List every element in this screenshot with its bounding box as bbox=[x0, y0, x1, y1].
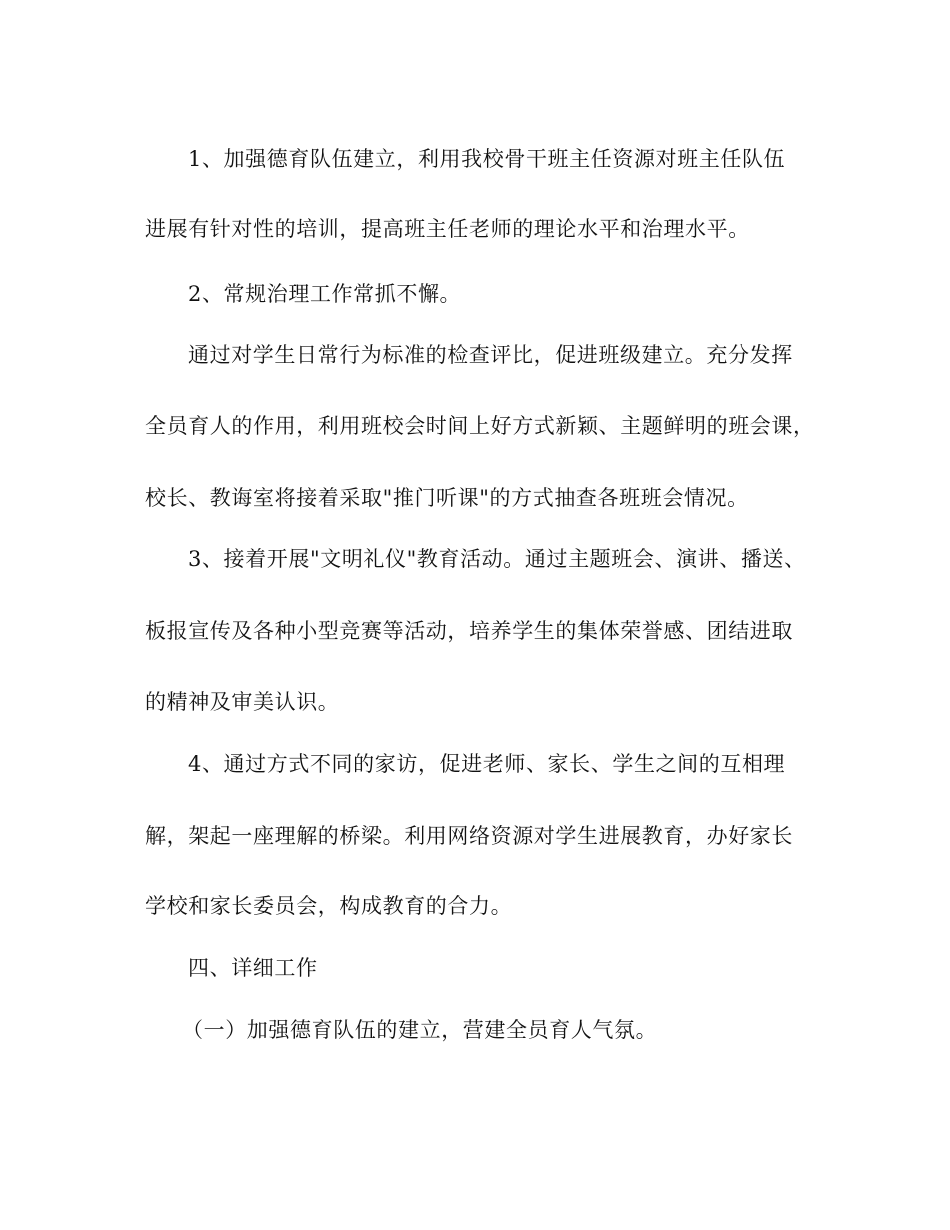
paragraph-4-line-1: 3、接着开展"文明礼仪"教育活动。通过主题班会、演讲、播送、 bbox=[188, 547, 806, 571]
subsection-heading: （一）加强德育队伍的建立，营建全员育人气氛。 bbox=[182, 1018, 658, 1042]
section-heading: 四、详细工作 bbox=[188, 956, 318, 980]
paragraph-3-line-1: 通过对学生日常行为标准的检查评比，促进班级建立。充分发挥 bbox=[188, 343, 793, 367]
paragraph-3-line-2: 全员育人的作用，利用班校会时间上好方式新颖、主题鲜明的班会课， bbox=[145, 414, 815, 438]
paragraph-1-line-2: 进展有针对性的培训，提高班主任老师的理论水平和治理水平。 bbox=[145, 217, 750, 241]
paragraph-4-line-3: 的精神及审美认识。 bbox=[145, 690, 340, 714]
paragraph-5-line-3: 学校和家长委员会，构成教育的合力。 bbox=[145, 894, 513, 918]
paragraph-5-line-1: 4、通过方式不同的家访，促进老师、家长、学生之间的互相理 bbox=[188, 752, 786, 776]
paragraph-5-line-2: 解，架起一座理解的桥梁。利用网络资源对学生进展教育，办好家长 bbox=[145, 824, 793, 848]
paragraph-2-heading: 2、常规治理工作常抓不懈。 bbox=[188, 282, 462, 306]
paragraph-3-line-3: 校长、教诲室将接着采取"推门听课"的方式抽查各班班会情况。 bbox=[145, 486, 749, 510]
paragraph-1-line-1: 1、加强德育队伍建立，利用我校骨干班主任资源对班主任队伍 bbox=[188, 147, 786, 171]
paragraph-4-line-2: 板报宣传及各种小型竞赛等活动，培养学生的集体荣誉感、团结进取 bbox=[145, 619, 793, 643]
